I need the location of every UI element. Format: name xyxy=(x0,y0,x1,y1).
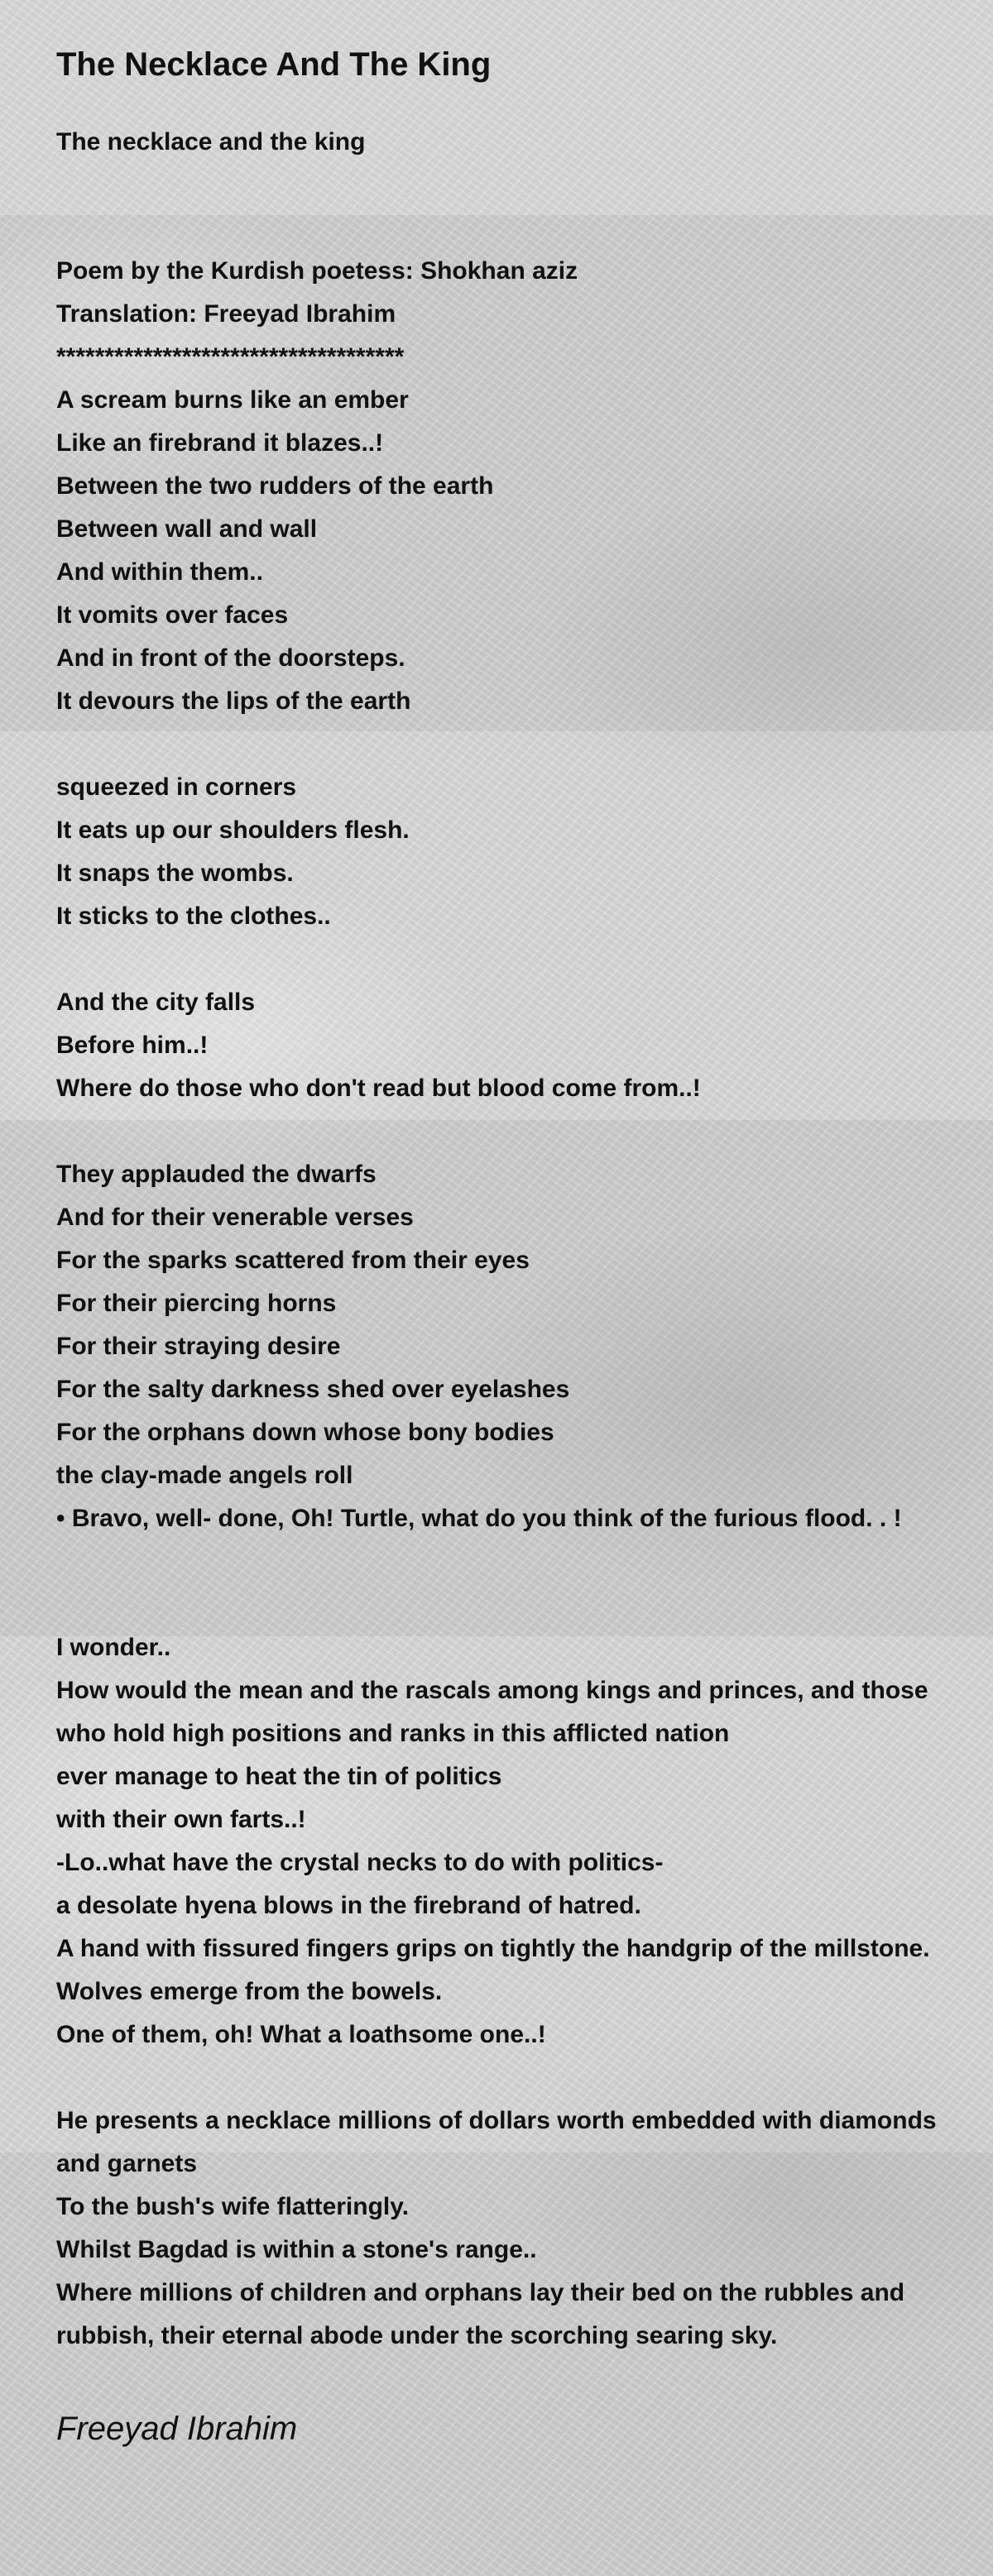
poem-title: The Necklace And The King xyxy=(56,46,492,83)
poem-line: And within them.. xyxy=(56,558,263,586)
poem-body xyxy=(56,250,937,2358)
poem-line: It sticks to the clothes.. xyxy=(56,903,331,930)
poem-line: It devours the lips of the earth xyxy=(56,687,411,715)
stanza-break xyxy=(56,1110,937,1153)
poem-line: a desolate hyena blows in the firebrand of hatred. xyxy=(56,1892,641,1919)
stanza-break xyxy=(56,2056,937,2100)
poem-line: Between wall and wall xyxy=(56,515,318,543)
poem-line: Translation: Freeyad Ibrahim xyxy=(56,300,396,328)
stanza-break xyxy=(56,1540,937,1583)
poem-line: Poem by the Kurdish poetess: Shokhan aziz xyxy=(56,257,578,285)
poem-line: Whilst Bagdad is within a stone's range.. xyxy=(56,2236,537,2263)
poem-line: ************************************ xyxy=(56,343,405,371)
poem-line: Like an firebrand it blazes..! xyxy=(56,429,384,457)
poem-line: For the sparks scattered from their eyes xyxy=(56,1247,530,1274)
poem-line: And in front of the doorsteps. xyxy=(56,644,405,672)
poem-line: It eats up our shoulders flesh. xyxy=(56,816,410,844)
poem-subtitle: The necklace and the king xyxy=(56,128,366,156)
poem-line: It vomits over faces xyxy=(56,601,289,629)
poem-line: the clay-made angels roll xyxy=(56,1462,353,1489)
stanza-break xyxy=(56,723,937,766)
poem-line: For the orphans down whose bony bodies xyxy=(56,1419,554,1446)
poem-line: And for their venerable verses xyxy=(56,1204,414,1231)
poem-page xyxy=(56,40,937,2454)
poem-line: squeezed in corners xyxy=(56,773,297,801)
poem-line: I wonder.. xyxy=(56,1634,171,1661)
poem-line: A hand with fissured fingers grips on tightly the handgrip of the millstone. xyxy=(56,1935,930,1962)
poem-line: with their own farts..! xyxy=(56,1806,306,1833)
poem-line: Where do those who don't read but blood come from..! xyxy=(56,1075,701,1102)
poem-line: Where millions of children and orphans lay their bed on the rubbles and rubbish, their eternal abode under the scorching searing sky. xyxy=(56,2279,905,2349)
poem-line: To the bush's wife flatteringly. xyxy=(56,2193,410,2220)
poem-line: For their piercing horns xyxy=(56,1290,337,1317)
poem-line: Between the two rudders of the earth xyxy=(56,472,494,500)
poem-line: • Bravo, well- done, Oh! Turtle, what do you think of the furious flood. . ! xyxy=(56,1505,902,1532)
poem-line: They applauded the dwarfs xyxy=(56,1161,377,1188)
stanza-break xyxy=(56,938,937,981)
poem-line: One of them, oh! What a loathsome one..! xyxy=(56,2021,546,2048)
poem-line: ever manage to heat the tin of politics xyxy=(56,1763,502,1790)
poem-line: And the city falls xyxy=(56,989,256,1016)
poem-line: For the salty darkness shed over eyelashes xyxy=(56,1376,570,1403)
poem-line: How would the mean and the rascals among kings and princes, and those who hold high positions and ranks in this afflicted nation xyxy=(56,1677,928,1747)
poem-line: A scream burns like an ember xyxy=(56,386,409,414)
poem-line: -Lo..what have the crystal necks to do with politics- xyxy=(56,1849,664,1876)
poem-line: Wolves emerge from the bowels. xyxy=(56,1978,443,2005)
poem-line: It snaps the wombs. xyxy=(56,859,294,887)
stanza-break xyxy=(56,1583,937,1626)
poem-author: Freeyad Ibrahim xyxy=(56,2411,298,2447)
poem-line: For their straying desire xyxy=(56,1333,341,1360)
poem-line: Before him..! xyxy=(56,1032,209,1059)
poem-line: He presents a necklace millions of dollars worth embedded with diamonds and garnets xyxy=(56,2107,937,2177)
